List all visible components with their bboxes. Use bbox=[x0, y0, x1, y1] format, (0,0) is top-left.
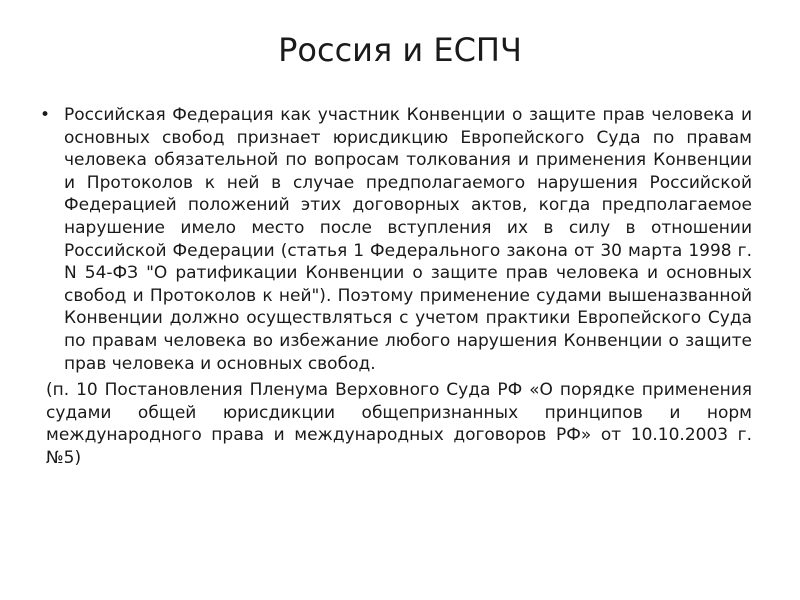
slide-title: Россия и ЕСПЧ bbox=[278, 31, 522, 69]
bullet-text: Российская Федерация как участник Конвенции о защите прав человека и основных свобод признает юрисдикцию Европейского Суда по правам человека обязательной по вопросам толкования и применения Конвенции и Протоколов к ней в случае предполагаемого нарушения Российской Федерацией положений этих договорных актов, когда предполагаемое нарушение имело место после вступления их в силу в отношении Российской Федерации (статья 1 Федерального закона от 30 марта 1998 г. N 54-ФЗ "О ратификации Конвенции о защите прав человека и основных свобод и Протоколов к ней"). Поэтому применение судами вышеназванной Конвенции должно осуществляться с учетом практики Европейского Суда по правам человека во избежание любого нарушения Конвенции о защите прав человека и основных свобод. bbox=[64, 105, 752, 374]
bullet-item bbox=[40, 104, 752, 375]
slide-content bbox=[40, 104, 752, 470]
citation-text: (п. 10 Постановления Пленума Верховного Суда РФ «О порядке применения судами общей юрисдикции общепризнанных принципов и норм международного права и международных договоров РФ» от 10.10.2003 г. №5) bbox=[46, 380, 752, 468]
bullet-icon: • bbox=[40, 105, 51, 125]
